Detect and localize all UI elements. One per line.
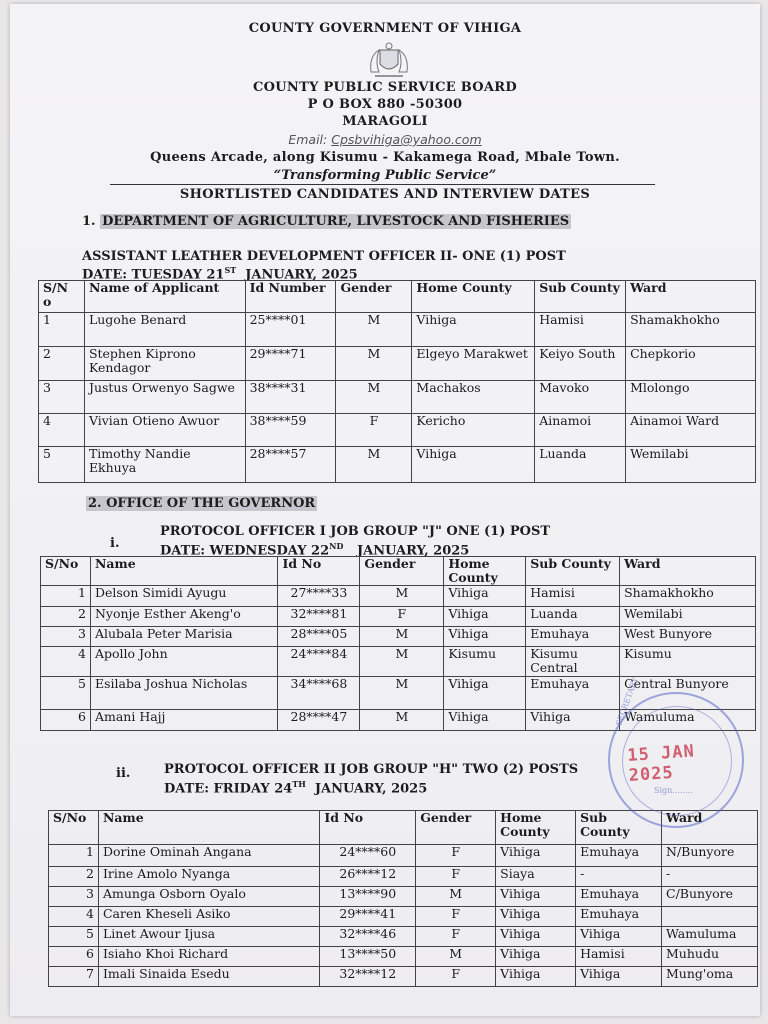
table-cell: 28****05	[278, 627, 360, 647]
table-cell: M	[336, 447, 412, 483]
table-cell: Kisumu Central	[526, 647, 620, 677]
table-cell: Delson Simidi Ayugu	[90, 586, 278, 607]
column-header: Home County	[496, 811, 576, 845]
column-header: Id No	[320, 811, 416, 845]
table-cell: 5	[39, 447, 85, 483]
table-cell: Ainamoi	[535, 414, 626, 447]
table-cell: Amani Hajj	[90, 710, 278, 731]
table-cell: 3	[39, 381, 85, 414]
table-cell: 32****12	[320, 967, 416, 987]
column-header: Sub County	[576, 811, 662, 845]
table-row	[41, 647, 756, 677]
table-cell: Dorine Ominah Angana	[98, 845, 319, 867]
county-title: COUNTY GOVERNMENT OF VIHIGA	[248, 21, 522, 36]
table-cell: 2	[41, 607, 91, 627]
table-cell: F	[336, 414, 412, 447]
table-cell: Irine Amolo Nyanga	[98, 867, 319, 887]
table-cell: F	[416, 845, 496, 867]
column-header: Id Number	[245, 281, 336, 313]
table-cell: Mung'oma	[662, 967, 758, 987]
table-cell: Vihiga	[496, 907, 576, 927]
table-cell: 26****12	[320, 867, 416, 887]
table-row	[39, 447, 756, 483]
table-row	[41, 627, 756, 647]
table-cell: 13****90	[320, 887, 416, 907]
column-header: Name	[98, 811, 319, 845]
column-header: Gender	[416, 811, 496, 845]
table-cell: Hamisi	[526, 586, 620, 607]
table-cell: Ainamoi Ward	[626, 414, 756, 447]
date-suffix: TH	[292, 779, 306, 789]
table-row	[49, 947, 758, 967]
table-cell: 6	[49, 947, 99, 967]
table-cell: Emuhaya	[576, 907, 662, 927]
table-cell: F	[360, 607, 444, 627]
table-cell: 28****47	[278, 710, 360, 731]
table-row	[39, 414, 756, 447]
table-row	[49, 845, 758, 867]
table-cell: Stephen Kiprono Kendagor	[84, 347, 245, 381]
table-cell: M	[336, 347, 412, 381]
column-header: Sub County	[535, 281, 626, 313]
po-box: P O BOX 880 -50300	[307, 97, 463, 112]
column-header: S/No	[49, 811, 99, 845]
table-cell: Hamisi	[535, 313, 626, 347]
table-cell: Vihiga	[496, 845, 576, 867]
table-cell: Vihiga	[444, 607, 526, 627]
applicants-table-1	[38, 280, 756, 483]
table-cell: Vihiga	[496, 967, 576, 987]
table-cell: Muhudu	[662, 947, 758, 967]
column-header: S/N o	[39, 281, 85, 313]
table-cell: Shamakhokho	[626, 313, 756, 347]
table-cell: 5	[41, 677, 91, 710]
table-cell: 6	[41, 710, 91, 731]
document-page	[10, 4, 760, 1016]
table-cell: Emuhaya	[526, 677, 620, 710]
date-text: DATE: WEDNESDAY 22	[160, 543, 330, 559]
table-cell: 4	[39, 414, 85, 447]
table-cell: N/Bunyore	[662, 845, 758, 867]
table-cell: Timothy Nandie Ekhuya	[84, 447, 245, 483]
table-cell: Vihiga	[412, 313, 535, 347]
section-1-heading	[82, 214, 571, 229]
column-header: Gender	[360, 557, 444, 586]
column-header: Ward	[626, 281, 756, 313]
table-cell: Vivian Otieno Awuor	[84, 414, 245, 447]
table-cell: M	[360, 627, 444, 647]
table-cell: Keiyo South	[535, 347, 626, 381]
table-cell: -	[662, 867, 758, 887]
table-cell: 38****31	[245, 381, 336, 414]
table-cell: Luanda	[535, 447, 626, 483]
table-cell: 1	[41, 586, 91, 607]
table-cell: 1	[49, 845, 99, 867]
table-cell: Vihiga	[576, 967, 662, 987]
subsection-ii-post: PROTOCOL OFFICER II JOB GROUP "H" TWO (2) POSTS	[164, 762, 579, 777]
address: Queens Arcade, along Kisumu - Kakamega Road, Mbale Town.	[150, 150, 620, 165]
table-cell: Kericho	[412, 414, 535, 447]
section-1-post: ASSISTANT LEATHER DEVELOPMENT OFFICER II- ONE (1) POST	[82, 249, 566, 264]
stamp-sign-line: Sign........	[654, 786, 693, 795]
column-header: Home County	[444, 557, 526, 586]
table-cell: 24****60	[320, 845, 416, 867]
column-header: Home County	[412, 281, 535, 313]
table-cell: Nyonje Esther Akeng'o	[90, 607, 278, 627]
table-cell: Wamuluma	[620, 710, 756, 731]
column-header: Ward	[662, 811, 758, 845]
table-header-row	[39, 281, 756, 313]
table-header-row	[41, 557, 756, 586]
table-cell: 2	[39, 347, 85, 381]
table-cell: 4	[49, 907, 99, 927]
table-cell: 3	[41, 627, 91, 647]
table-cell: Vihiga	[444, 627, 526, 647]
table-row	[39, 313, 756, 347]
table-cell: M	[416, 887, 496, 907]
table-cell: Hamisi	[576, 947, 662, 967]
table-cell: Emuhaya	[576, 887, 662, 907]
table-cell: Wemilabi	[620, 607, 756, 627]
date-text: DATE: FRIDAY 24	[164, 781, 293, 797]
table-cell: Luanda	[526, 607, 620, 627]
subsection-i-post: PROTOCOL OFFICER I JOB GROUP "J" ONE (1) POST	[160, 524, 551, 539]
table-cell: Central Bunyore	[620, 677, 756, 710]
table-cell: Esilaba Joshua Nicholas	[90, 677, 278, 710]
table-cell: Justus Orwenyo Sagwe	[84, 381, 245, 414]
table-row	[41, 586, 756, 607]
table-cell: Wemilabi	[626, 447, 756, 483]
table-row	[49, 967, 758, 987]
email-link[interactable]: Cpsbvihiga@yahoo.com	[331, 132, 482, 147]
table-cell: Imali Sinaida Esedu	[98, 967, 319, 987]
table-cell: F	[416, 907, 496, 927]
table-cell: F	[416, 967, 496, 987]
table-cell: Amunga Osborn Oyalo	[98, 887, 319, 907]
table-cell: Emuhaya	[576, 845, 662, 867]
column-header: Sub County	[526, 557, 620, 586]
table-row	[49, 927, 758, 947]
stamp-date: 15 JAN 2025	[626, 741, 696, 786]
table-cell: West Bunyore	[620, 627, 756, 647]
board-title: COUNTY PUBLIC SERVICE BOARD	[253, 80, 517, 95]
table-cell: 32****46	[320, 927, 416, 947]
table-cell: Linet Awour Ijusa	[98, 927, 319, 947]
table-cell: C/Bunyore	[662, 887, 758, 907]
table-cell: M	[336, 381, 412, 414]
table-cell: F	[416, 927, 496, 947]
table-cell: 38****59	[245, 414, 336, 447]
table-cell: 29****41	[320, 907, 416, 927]
date-suffix: ND	[329, 541, 344, 551]
table-cell: -	[576, 867, 662, 887]
table-cell: Vihiga	[576, 927, 662, 947]
table-cell: Machakos	[412, 381, 535, 414]
table-cell: Emuhaya	[526, 627, 620, 647]
section-2-heading	[86, 496, 317, 511]
column-header: S/No	[41, 557, 91, 586]
table-cell: Alubala Peter Marisia	[90, 627, 278, 647]
table-cell: 13****50	[320, 947, 416, 967]
table-row	[39, 381, 756, 414]
table-cell: M	[360, 710, 444, 731]
table-cell: M	[416, 947, 496, 967]
motto: “Transforming Public Service”	[273, 168, 497, 183]
date-month: JANUARY, 2025	[245, 267, 358, 283]
table-cell: 29****71	[245, 347, 336, 381]
table-cell: Wamuluma	[662, 927, 758, 947]
county-crest-icon	[365, 42, 413, 80]
table-row	[49, 907, 758, 927]
table-cell: 34****68	[278, 677, 360, 710]
header-rule	[110, 184, 655, 185]
table-cell: Vihiga	[496, 927, 576, 947]
section-2-label	[86, 496, 317, 511]
column-header: Ward	[620, 557, 756, 586]
table-cell: Chepkorio	[626, 347, 756, 381]
table-cell: 24****84	[278, 647, 360, 677]
table-cell: Vihiga	[526, 710, 620, 731]
stamp-arc-text: SECRETARY	[614, 676, 640, 728]
table-cell: Apollo John	[90, 647, 278, 677]
date-month: JANUARY, 2025	[314, 781, 428, 797]
table-cell: 3	[49, 887, 99, 907]
table-cell: Shamakhokho	[620, 586, 756, 607]
table-cell: 4	[41, 647, 91, 677]
table-cell: 2	[49, 867, 99, 887]
table-cell: Mlolongo	[626, 381, 756, 414]
table-cell: 7	[49, 967, 99, 987]
table-cell: Lugohe Benard	[84, 313, 245, 347]
table-cell: Kisumu	[444, 647, 526, 677]
subsection-ii-num: ii.	[116, 766, 131, 781]
column-header: Name of Applicant	[84, 281, 245, 313]
subsection-ii-date	[164, 779, 427, 796]
table-row	[41, 607, 756, 627]
table-cell: Siaya	[496, 867, 576, 887]
section-1-title: DEPARTMENT OF AGRICULTURE, LIVESTOCK AND FISHERIES	[102, 214, 570, 229]
section-2-number: 2.	[88, 496, 102, 511]
table-cell: Vihiga	[444, 586, 526, 607]
column-header: Gender	[336, 281, 412, 313]
table-cell: 27****33	[278, 586, 360, 607]
table-cell: 32****81	[278, 607, 360, 627]
section-2-title: OFFICE OF THE GOVERNOR	[106, 496, 316, 511]
column-header: Id No	[278, 557, 360, 586]
table-cell: Vihiga	[444, 677, 526, 710]
date-month: JANUARY, 2025	[356, 543, 470, 559]
table-cell: Kisumu	[620, 647, 756, 677]
table-row	[49, 867, 758, 887]
table-cell	[662, 907, 758, 927]
table-cell: 1	[39, 313, 85, 347]
table-cell: M	[360, 677, 444, 710]
email-line	[10, 132, 760, 147]
table-cell: 28****57	[245, 447, 336, 483]
table-cell: Vihiga	[412, 447, 535, 483]
table-cell: 25****01	[245, 313, 336, 347]
date-suffix: ST	[224, 265, 237, 275]
document-title: SHORTLISTED CANDIDATES AND INTERVIEW DATES	[179, 187, 591, 202]
town: MARAGOLI	[342, 114, 428, 129]
subsection-i-num: i.	[110, 536, 120, 551]
table-cell: M	[360, 647, 444, 677]
column-header: Name	[90, 557, 278, 586]
table-cell: Mavoko	[535, 381, 626, 414]
table-cell: Caren Kheseli Asiko	[98, 907, 319, 927]
table-cell: Vihiga	[496, 887, 576, 907]
section-1-number: 1.	[82, 214, 96, 229]
table-cell: M	[336, 313, 412, 347]
table-cell: F	[416, 867, 496, 887]
table-row	[49, 887, 758, 907]
table-cell: M	[360, 586, 444, 607]
date-text: DATE: TUESDAY 21	[82, 267, 225, 283]
table-cell: 5	[49, 927, 99, 947]
applicants-table-3	[48, 810, 758, 987]
table-row	[39, 347, 756, 381]
email-label: Email:	[288, 132, 332, 147]
table-cell: Elgeyo Marakwet	[412, 347, 535, 381]
table-cell: Vihiga	[444, 710, 526, 731]
table-cell: Isiaho Khoi Richard	[98, 947, 319, 967]
table-cell: Vihiga	[496, 947, 576, 967]
